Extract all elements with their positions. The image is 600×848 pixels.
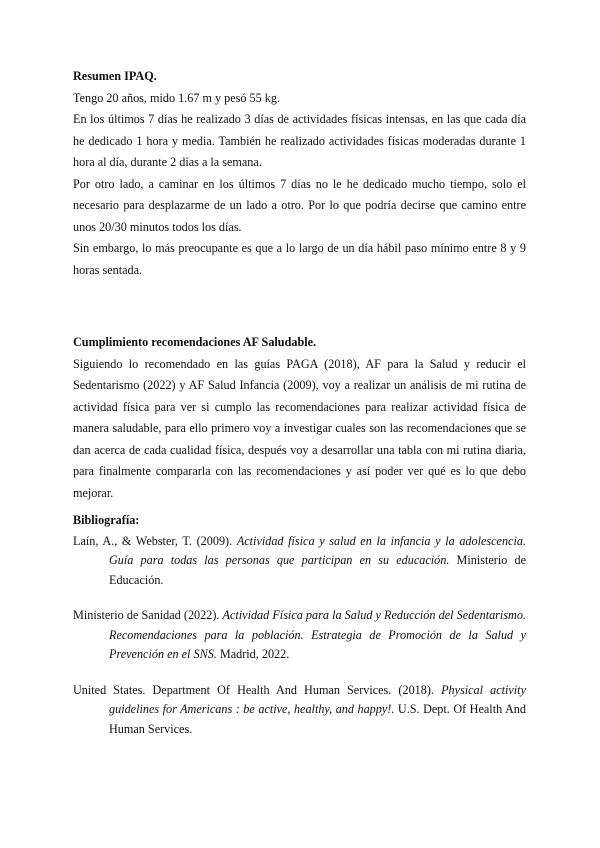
document-content <box>73 66 526 755</box>
ipaq-paragraph-1: Tengo 20 años, mido 1.67 m y pesó 55 kg. <box>73 90 280 105</box>
reference-title: Actividad física y salud en la infancia y la adolescencia. Guía para todas las personas que participan en su educación. <box>109 533 526 567</box>
bibliografia-heading: Bibliografía: <box>73 513 140 527</box>
reference-item <box>73 532 526 591</box>
bibliografia-section <box>73 510 526 739</box>
cumplimiento-section <box>73 332 526 504</box>
reference-item <box>73 606 526 665</box>
reference-title: Physical activity guidelines for Americans : be active, healthy, and happy!. <box>109 682 526 716</box>
cumplimiento-paragraph: Siguiendo lo recomendado en las guías PAGA (2018), AF para la Salud y reducir el Sedentarismo (2022) y AF Salud Infancia (2009), voy a realizar un análisis de mi rutina de actividad física para ver si cumplo las recomendaciones para realizar actividad física de manera saludable, para ello primero voy a investigar cuales son las recomendaciones que se dan acerca de cada cualidad física, después voy a desarrollar una tabla con mi rutina diaria, para finalmente compararla con las recomendaciones y así poder ver qué es lo que debo mejorar. <box>73 356 526 500</box>
ipaq-paragraph-4: Sin embargo, lo más preocupante es que a lo largo de un día hábil paso mínimo entre 8 y 9 horas sentada. <box>73 241 526 277</box>
ipaq-paragraph-2: En los últimos 7 días he realizado 3 días de actividades físicas intensas, en las que cada día he dedicado 1 hora y media. También he realizado actividades físicas moderadas durante 1 hora al día, durante 2 días a la semana. <box>73 112 526 169</box>
reference-title: Actividad Física para la Salud y Reducción del Sedentarismo. Recomendaciones para la población. Estrategia de Promoción de la Salud y Prevención en el SNS. <box>109 608 526 661</box>
reference-item <box>73 681 526 740</box>
reference-publisher: U.S. Dept. Of Health And Human Services. <box>109 702 526 736</box>
reference-authors: United States. Department Of Health And Human Services. (2018). <box>73 682 442 697</box>
reference-authors: Laín, A., & Webster, T. (2009). <box>73 533 237 548</box>
reference-publisher: Madrid, 2022. <box>216 647 290 661</box>
ipaq-heading: Resumen IPAQ. <box>73 69 157 83</box>
reference-publisher: Ministerio de Educación. <box>109 553 526 587</box>
ipaq-paragraph-3: Por otro lado, a caminar en los últimos 7 días no le he dedicado mucho tiempo, solo el necesario para desplazarme de un lado a otro. Por lo que podría decirse que camino entre unos 20/30 minutos todos los días. <box>73 176 526 234</box>
cumplimiento-heading: Cumplimiento recomendaciones AF Saludable. <box>73 335 317 349</box>
reference-authors: Ministerio de Sanidad (2022). <box>73 608 223 622</box>
ipaq-section <box>73 66 526 281</box>
